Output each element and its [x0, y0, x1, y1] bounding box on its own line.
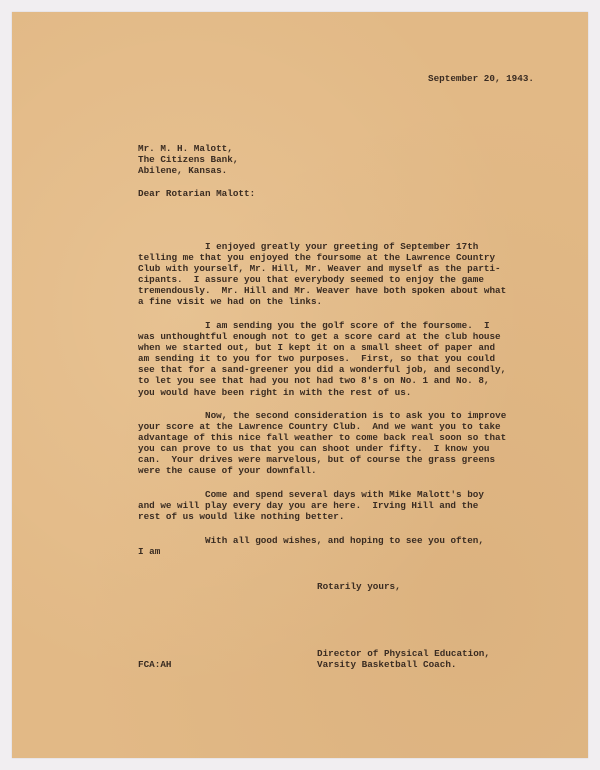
text-line: your score at the Lawrence Country Club. And we want you to take — [138, 421, 501, 433]
text-line: I am — [138, 546, 161, 558]
recipient-address — [138, 143, 238, 176]
text-line: telling me that you enjoyed the foursome at the Lawrence Country — [138, 252, 496, 264]
text-line: Club with yourself, Mr. Hill, Mr. Weaver and myself as the parti- — [138, 263, 501, 275]
text-line: you can prove to us that you can shoot under fifty. I know you — [138, 443, 490, 455]
paragraph-4 — [138, 489, 484, 522]
text-line: and we will play every day you are here. Irving Hill and the — [138, 500, 479, 512]
salutation: Dear Rotarian Malott: — [138, 188, 256, 199]
title-line: Varsity Basketball Coach. — [317, 659, 457, 671]
letter-date: September 20, 1943. — [428, 73, 535, 84]
paragraph-5 — [138, 535, 484, 557]
text-line: Now, the second consideration is to ask you to improve — [205, 410, 507, 421]
text-line: tremendously. Mr. Hill and Mr. Weaver have both spoken about what — [138, 285, 507, 297]
text-line: advantage of this nice fall weather to come back real soon so that — [138, 432, 507, 444]
paragraph-3 — [138, 410, 506, 477]
text-line: cipants. I assure you that everybody seemed to enjoy the game — [138, 274, 484, 286]
text-line: can. Your drives were marvelous, but of course the grass greens — [138, 454, 496, 466]
text-line: was unthoughtful enough not to get a score card at the club house — [138, 331, 501, 343]
address-line: Abilene, Kansas. — [138, 165, 228, 177]
text-line: to let you see that had you not had two 8's on No. 1 and No. 8, — [138, 375, 490, 387]
text-line: am sending it to you for two purposes. First, so that you could — [138, 353, 496, 365]
signature-title — [317, 648, 490, 670]
text-line: were the cause of your downfall. — [138, 465, 317, 477]
text-line: a fine visit we had on the links. — [138, 296, 323, 308]
paragraph-2 — [138, 320, 506, 398]
text-line: you would have been right in with the rest of us. — [138, 386, 412, 398]
text-line: Come and spend several days with Mike Malott's boy — [205, 489, 484, 500]
text-line: when we started out, but I kept it on a small sheet of paper and — [138, 342, 496, 354]
address-line: Mr. M. H. Malott, — [138, 143, 233, 154]
reference-initials: FCA:AH — [138, 659, 172, 670]
text-line: I enjoyed greatly your greeting of September 17th — [205, 241, 479, 252]
text-line: see that for a sand-greener you did a wonderful job, and secondly, — [138, 364, 507, 376]
text-line: With all good wishes, and hoping to see you often, — [205, 535, 484, 546]
closing: Rotarily yours, — [317, 581, 401, 592]
address-line: The Citizens Bank, — [138, 154, 239, 166]
text-line: I am sending you the golf score of the foursome. I — [205, 320, 490, 331]
title-line: Director of Physical Education, — [317, 648, 490, 659]
text-line: rest of us would like nothing better. — [138, 511, 345, 523]
paragraph-1 — [138, 241, 506, 308]
